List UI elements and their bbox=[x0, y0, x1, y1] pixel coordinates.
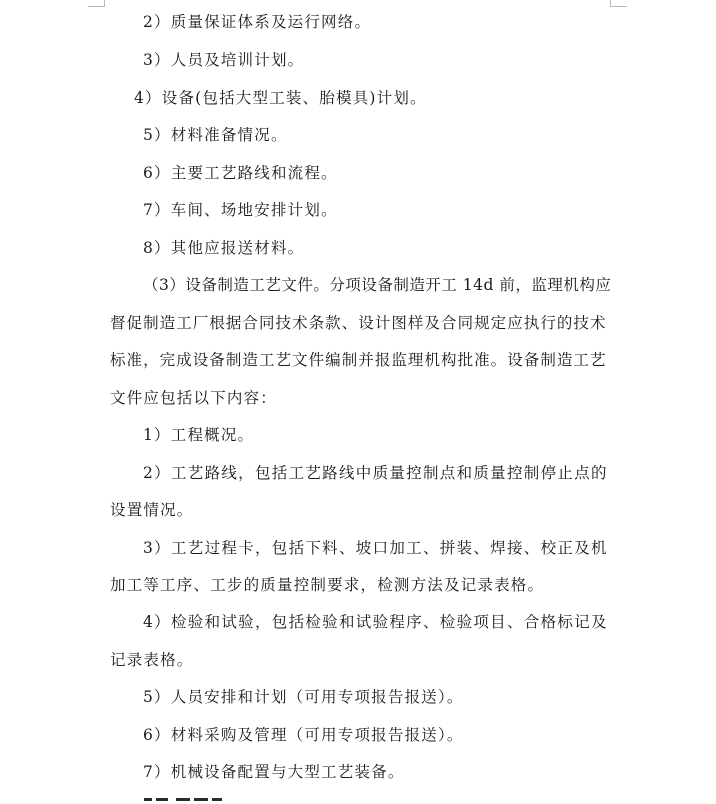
text-line: 7）车间、场地安排计划。 bbox=[143, 201, 338, 219]
text-line: 设置情况。 bbox=[110, 501, 194, 519]
text-line: 标准，完成设备制造工艺文件编制并报监理机构批准。设备制造工艺 bbox=[110, 351, 606, 369]
text-line: 6）主要工艺路线和流程。 bbox=[143, 164, 338, 182]
text-line: 文件应包括以下内容： bbox=[110, 389, 278, 407]
text-line: 加工等工序、工步的质量控制要求，检测方法及记录表格。 bbox=[110, 576, 545, 594]
paragraph-heading-line: （3）设备制造工艺文件。分项设备制造开工 14d 前，监理机构应 bbox=[143, 276, 612, 294]
text-line: 4）检验和试验，包括检验和试验程序、检验项目、合格标记及 bbox=[143, 613, 607, 631]
text-line: 3）人员及培训计划。 bbox=[143, 51, 305, 69]
text-line: 5）人员安排和计划（可用专项报告报送）。 bbox=[143, 688, 464, 706]
text-line: 2）质量保证体系及运行网络。 bbox=[143, 13, 372, 31]
text-line: 8）其他应报送材料。 bbox=[143, 239, 305, 257]
text-line: 4）设备(包括大型工装、胎模具)计划。 bbox=[134, 89, 427, 107]
text-line: 1）工程概况。 bbox=[143, 426, 255, 444]
clipped-text-line bbox=[110, 796, 230, 804]
text-line: 6）材料采购及管理（可用专项报告报送）。 bbox=[143, 726, 464, 744]
text-line: 记录表格。 bbox=[110, 651, 194, 669]
crop-mark-left bbox=[88, 0, 105, 7]
text-line: 7）机械设备配置与大型工艺装备。 bbox=[143, 763, 405, 781]
text-line: 3）工艺过程卡，包括下料、坡口加工、拼装、焊接、校正及机 bbox=[143, 539, 607, 557]
text-line: 督促制造工厂根据合同技术条款、设计图样及合同规定应执行的技术 bbox=[110, 314, 606, 332]
text-line: 5）材料准备情况。 bbox=[143, 126, 288, 144]
crop-mark-right bbox=[610, 0, 627, 7]
text-line: 2）工艺路线，包括工艺路线中质量控制点和质量控制停止点的 bbox=[143, 464, 607, 482]
